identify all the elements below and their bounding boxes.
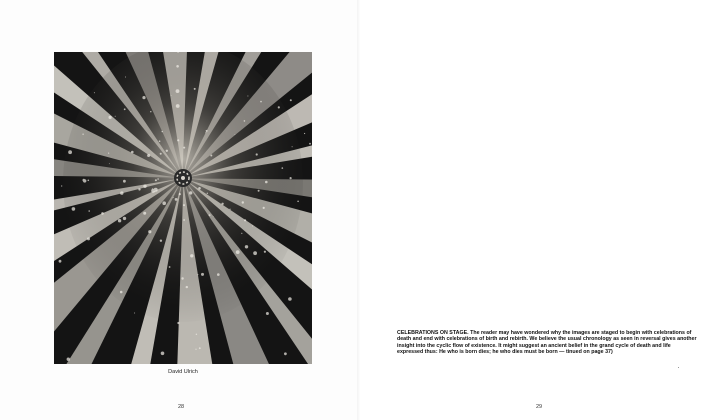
photo-speckle	[124, 108, 126, 110]
photo-speckle	[278, 106, 280, 108]
photo-speckle	[159, 140, 161, 142]
photo-speckle	[266, 312, 269, 315]
photo-speckle	[244, 219, 246, 221]
photo-speckle	[304, 133, 305, 134]
photo-speckle	[288, 297, 292, 301]
photo-speckle	[265, 181, 268, 184]
photo-speckle	[157, 178, 159, 180]
photo-speckle	[241, 233, 242, 234]
photo-speckle	[242, 201, 244, 203]
photo-speckle	[183, 204, 185, 206]
photo-speckle	[196, 334, 197, 335]
photo-speckle	[179, 193, 181, 195]
photo-speckle	[198, 187, 201, 190]
photo-speckle	[177, 139, 179, 141]
photo-speckle	[61, 185, 62, 186]
photo-speckle	[109, 163, 110, 164]
photo-speckle	[290, 99, 292, 101]
photo-speckle	[258, 190, 260, 192]
photo-speckle	[183, 219, 185, 221]
photo-speckle	[260, 101, 262, 103]
photo-speckle	[175, 198, 178, 201]
photo-speckle	[247, 96, 248, 97]
photo-speckle	[282, 167, 284, 169]
photo-speckle	[148, 230, 151, 233]
radial-stripe-image	[54, 52, 312, 364]
photo-speckle	[194, 88, 196, 90]
photo-speckle	[186, 286, 188, 288]
photo-speckle	[120, 191, 123, 194]
photo-speckle	[120, 291, 123, 294]
photo-speckle	[236, 250, 240, 254]
photo-speckle	[83, 179, 86, 182]
photo-speckle	[123, 217, 126, 220]
photo-speckle	[59, 260, 62, 263]
photo-speckle	[169, 266, 171, 268]
photo-speckle	[131, 151, 134, 154]
photo-speckle	[118, 219, 121, 222]
photo-speckle	[125, 77, 126, 78]
photo-speckle	[207, 193, 208, 194]
photo-speckle	[252, 226, 253, 227]
photo-speckle	[244, 120, 246, 122]
photo-speckle	[143, 212, 146, 215]
photo-speckle	[161, 352, 165, 356]
photo-speckle	[88, 180, 90, 182]
photo-speckle	[290, 177, 292, 179]
photo-speckle	[264, 251, 266, 253]
photo-speckle	[235, 134, 236, 135]
photo-speckle	[72, 207, 76, 211]
photo-speckle	[108, 153, 109, 154]
right-page	[360, 0, 720, 420]
photo-speckle	[230, 209, 231, 210]
photo-speckle	[176, 104, 180, 108]
page-number-right: 29	[536, 404, 543, 410]
photo-speckle	[221, 203, 223, 205]
photo-speckle	[195, 349, 196, 350]
photo-speckle	[147, 154, 150, 157]
photo-speckle	[256, 153, 258, 155]
photo-speckle	[206, 130, 208, 132]
photo-speckle	[138, 188, 140, 190]
photo-speckle	[101, 212, 104, 215]
photo-speckle	[67, 358, 70, 361]
photo-speckle	[94, 92, 95, 93]
article-text	[397, 330, 697, 356]
photo-speckle	[88, 210, 90, 212]
photo-speckle	[189, 191, 192, 194]
photo-speckle	[253, 251, 257, 255]
photo-speckle	[205, 132, 206, 133]
photo-speckle	[176, 65, 179, 68]
stray-mark	[678, 367, 679, 368]
photo-speckle	[284, 352, 287, 355]
photo-speckle	[68, 150, 72, 154]
photo-speckle	[162, 131, 163, 132]
photo-speckle	[183, 147, 185, 149]
photo-speckle	[201, 273, 204, 276]
photo-speckle	[82, 134, 83, 135]
photo-speckle	[210, 155, 212, 157]
photo-speckle	[154, 188, 158, 192]
photo-speckle	[209, 214, 211, 216]
photo-speckle	[155, 179, 157, 181]
photo-speckle	[173, 197, 174, 198]
photo-speckle	[297, 201, 299, 203]
photo-speckle	[134, 313, 135, 314]
photo-speckle	[87, 237, 90, 240]
photo-speckle	[197, 274, 198, 275]
photo-speckle	[177, 322, 179, 324]
photo-speckle	[160, 240, 162, 242]
photo-speckle	[190, 254, 193, 257]
photo-speckle	[143, 185, 146, 188]
photo-speckle	[263, 207, 265, 209]
photo-speckle	[160, 153, 162, 155]
page-number-left: 28	[178, 404, 185, 410]
photo-speckle	[109, 116, 112, 119]
photograph-watermelon-rind	[54, 52, 312, 364]
photo-speckle	[217, 273, 220, 276]
photo-speckle	[181, 277, 183, 279]
photo-caption: David Ulrich	[168, 369, 198, 375]
photo-speckle	[123, 180, 126, 183]
photo-speckle	[213, 216, 214, 217]
photo-speckle	[171, 95, 172, 96]
photo-speckle	[176, 89, 180, 93]
article-heading: CELEBRATIONS ON STAGE.	[397, 330, 471, 336]
photo-speckle	[162, 201, 166, 205]
photo-speckle	[150, 111, 151, 112]
article-body: The reader may have wondered why the images are staged to begin with celebrations of death and end with celebrations of birth and rebirth. We believe the usual chronology as seen in reversal gives another insight into the cyclic flow of existence. It might suggest an ancient belief in the grand cycle of death and life expressed thus: He who is born dies; he who dies must be born — tinued on page 37)	[397, 330, 697, 356]
photo-speckle	[309, 143, 311, 145]
photo-speckle	[199, 347, 201, 349]
photo-speckle	[292, 146, 293, 147]
photo-speckle	[166, 150, 168, 152]
photo-speckle	[245, 245, 248, 248]
photo-speckle	[115, 116, 116, 117]
photo-speckle	[142, 96, 145, 99]
